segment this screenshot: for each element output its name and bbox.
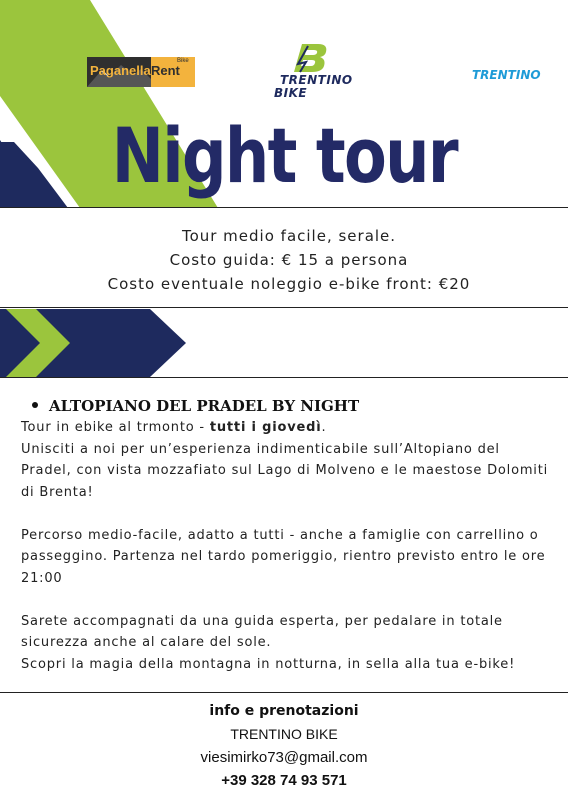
- tour-heading: [21, 395, 551, 417]
- tour-paragraph-3b: Scopri la magia della montagna in notturna, in sella alla tua e-bike!: [21, 656, 516, 672]
- trentino-bike-logo: [270, 42, 354, 102]
- contact-email[interactable]: viesimirko73@gmail.com: [200, 749, 368, 766]
- tour-description: [21, 395, 551, 675]
- pricing-info: [0, 224, 568, 296]
- trentino-bike-text-line1: TRENTINO: [280, 73, 353, 87]
- trentino-bike-text-line2: BIKE: [274, 86, 308, 100]
- bike-b-logo-icon: [284, 42, 336, 74]
- pricing-line-level: Tour medio facile, serale.: [181, 227, 397, 245]
- tour-heading-text: ALTOPIANO DEL PRADEL BY NIGHT: [49, 397, 360, 415]
- tour-paragraph-3a: Sarete accompagnati da una guida esperta, per pedalare in totale sicurezza anche al calare del sole.: [21, 613, 503, 650]
- contact-heading: info e prenotazioni: [209, 703, 359, 719]
- tour-paragraph-2: Percorso medio-facile, adatto a tutti - anche a famiglie con carrellino o passeggino. Partenza nel tardo pomeriggio, rientro previsto entro le ore 21:00: [21, 527, 546, 586]
- bike-small-text: Bike: [177, 58, 189, 64]
- page-title: Night tour: [111, 111, 458, 200]
- chevron-band-decoration: [0, 309, 200, 377]
- contact-phone[interactable]: +39 328 74 93 571: [221, 772, 347, 789]
- contact-brand: TRENTINO BIKE: [230, 726, 338, 742]
- header: [0, 0, 568, 208]
- bullet-dot-icon: [32, 402, 38, 408]
- pricing-line-guide-cost: Costo guida: € 15 a persona: [169, 251, 409, 269]
- contact-info: [0, 700, 568, 792]
- tour-intro-prefix: Tour in ebike al trmonto -: [21, 420, 210, 435]
- paganella-logo-text: Paganella: [90, 63, 151, 78]
- paganella-rent-logo: [87, 57, 195, 87]
- trentino-logo: TRENTINO: [472, 68, 541, 82]
- rent-logo-text: Rent: [151, 63, 180, 78]
- tour-intro-day: tutti i giovedì: [209, 420, 322, 435]
- tour-body: [21, 417, 551, 675]
- divider-content: [0, 377, 568, 378]
- tour-intro-suffix: .: [321, 420, 327, 435]
- divider-top: [0, 207, 568, 208]
- divider-middle: [0, 307, 568, 308]
- pricing-line-rental-cost: Costo eventuale noleggio e-bike front: €20: [107, 275, 471, 293]
- divider-footer: [0, 692, 568, 693]
- tour-intro: [21, 417, 551, 439]
- tour-paragraph-1: Unisciti a noi per un’esperienza indimenticabile sull’Altopiano del Pradel, con vista mozzafiato sul Lago di Molveno e le maestose Dolomiti di Brenta!: [21, 441, 549, 500]
